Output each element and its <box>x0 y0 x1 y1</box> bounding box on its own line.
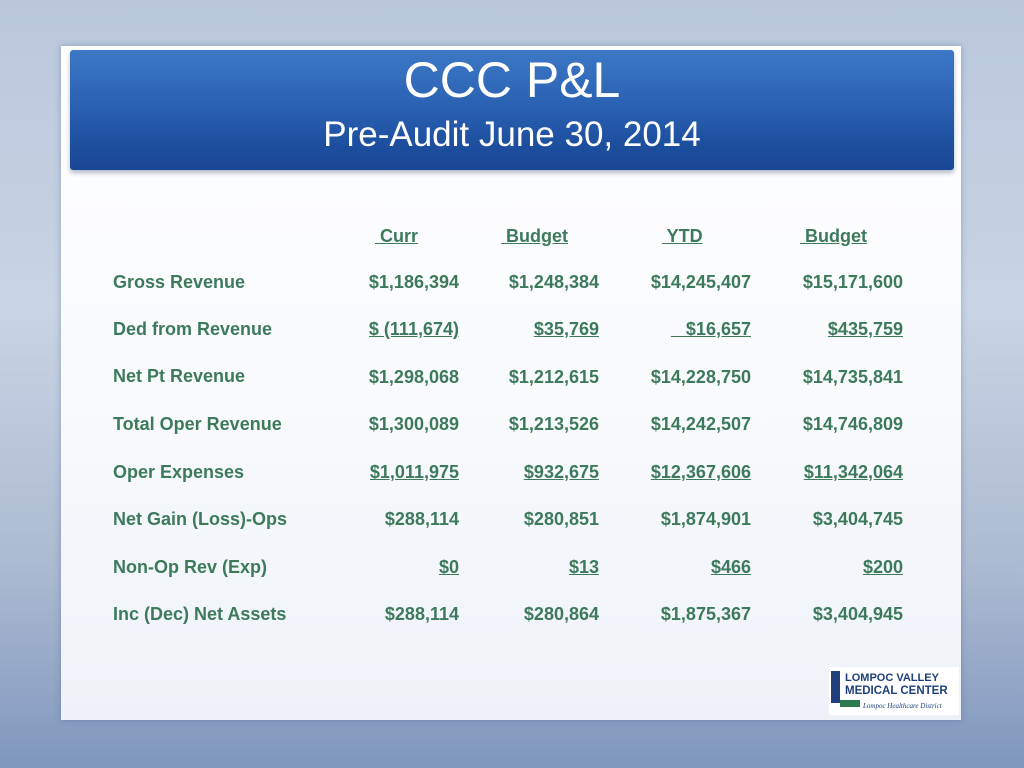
row-label-gross-revenue: Gross Revenue <box>113 272 246 292</box>
logo-mark <box>831 671 840 703</box>
cell-gross-revenue-curr: $1,186,394 <box>368 272 459 292</box>
logo-text-line2: MEDICAL CENTER <box>845 685 948 697</box>
row-label-net-gain-loss-ops: Net Gain (Loss)-Ops <box>113 509 288 529</box>
cell-total-oper-revenue-curr: $1,300,089 <box>368 414 459 434</box>
row-label-inc-dec-net-assets: Inc (Dec) Net Assets <box>113 604 287 624</box>
logo-mark-accent <box>840 700 860 707</box>
logo-text-line1: LOMPOC VALLEY <box>845 672 939 684</box>
slide-subtitle: Pre-Audit June 30, 2014 <box>323 115 701 154</box>
row-label-ded-from-revenue: Ded from Revenue <box>113 319 273 339</box>
row-label-net-pt-revenue: Net Pt Revenue <box>113 366 246 386</box>
cell-inc-dec-net-assets-ytd-budget: $3,404,945 <box>812 604 903 624</box>
cell-inc-dec-net-assets-ytd: $1,875,367 <box>660 604 751 624</box>
cell-gross-revenue-budget: $1,248,384 <box>508 272 599 292</box>
cell-non-op-rev-exp-budget: $13 <box>568 557 599 577</box>
slide <box>61 46 961 720</box>
cell-oper-expenses-curr: $1,011,975 <box>369 462 459 482</box>
lompoc-valley-logo <box>829 667 959 715</box>
cell-oper-expenses-budget: $932,675 <box>523 462 599 482</box>
cell-inc-dec-net-assets-curr: $288,114 <box>384 604 459 624</box>
cell-total-oper-revenue-ytd: $14,242,507 <box>650 414 751 434</box>
row-label-oper-expenses: Oper Expenses <box>113 462 245 482</box>
header-ytd: YTD <box>662 226 703 246</box>
logo-text-line3: Lompoc Healthcare District <box>863 702 942 710</box>
cell-ded-from-revenue-budget: $35,769 <box>533 319 599 339</box>
cell-non-op-rev-exp-curr: $0 <box>438 557 459 577</box>
pl-table <box>61 46 961 720</box>
cell-net-pt-revenue-curr: $1,298,068 <box>368 367 459 387</box>
cell-net-pt-revenue-ytd-budget: $14,735,841 <box>802 367 903 387</box>
cell-net-gain-loss-ops-curr: $288,114 <box>384 509 459 529</box>
row-label-total-oper-revenue: Total Oper Revenue <box>113 414 282 434</box>
row-label-non-op-rev-exp: Non-Op Rev (Exp) <box>113 557 268 577</box>
cell-non-op-rev-exp-ytd: $466 <box>710 557 751 577</box>
cell-ded-from-revenue-curr: $ (111,674) <box>368 319 459 339</box>
cell-oper-expenses-ytd: $12,367,606 <box>650 462 751 482</box>
cell-inc-dec-net-assets-budget: $280,864 <box>523 604 599 624</box>
cell-total-oper-revenue-ytd-budget: $14,746,809 <box>802 414 903 434</box>
header-budget-curr: Budget <box>501 226 568 246</box>
header-budget-ytd: Budget <box>800 226 867 246</box>
cell-oper-expenses-ytd-budget: $11,342,064 <box>803 462 903 482</box>
cell-net-gain-loss-ops-ytd-budget: $3,404,745 <box>812 509 903 529</box>
cell-non-op-rev-exp-ytd-budget: $200 <box>862 557 903 577</box>
cell-ded-from-revenue-ytd-budget: $435,759 <box>827 319 903 339</box>
cell-net-gain-loss-ops-ytd: $1,874,901 <box>660 509 751 529</box>
header-curr: Curr <box>375 226 419 246</box>
cell-net-pt-revenue-budget: $1,212,615 <box>508 367 599 387</box>
cell-net-pt-revenue-ytd: $14,228,750 <box>650 367 751 387</box>
cell-gross-revenue-ytd: $14,245,407 <box>650 272 751 292</box>
cell-net-gain-loss-ops-budget: $280,851 <box>523 509 599 529</box>
cell-ded-from-revenue-ytd: $16,657 <box>670 319 751 339</box>
slide-title: CCC P&L <box>403 52 621 108</box>
cell-total-oper-revenue-budget: $1,213,526 <box>508 414 599 434</box>
cell-gross-revenue-ytd-budget: $15,171,600 <box>802 272 903 292</box>
